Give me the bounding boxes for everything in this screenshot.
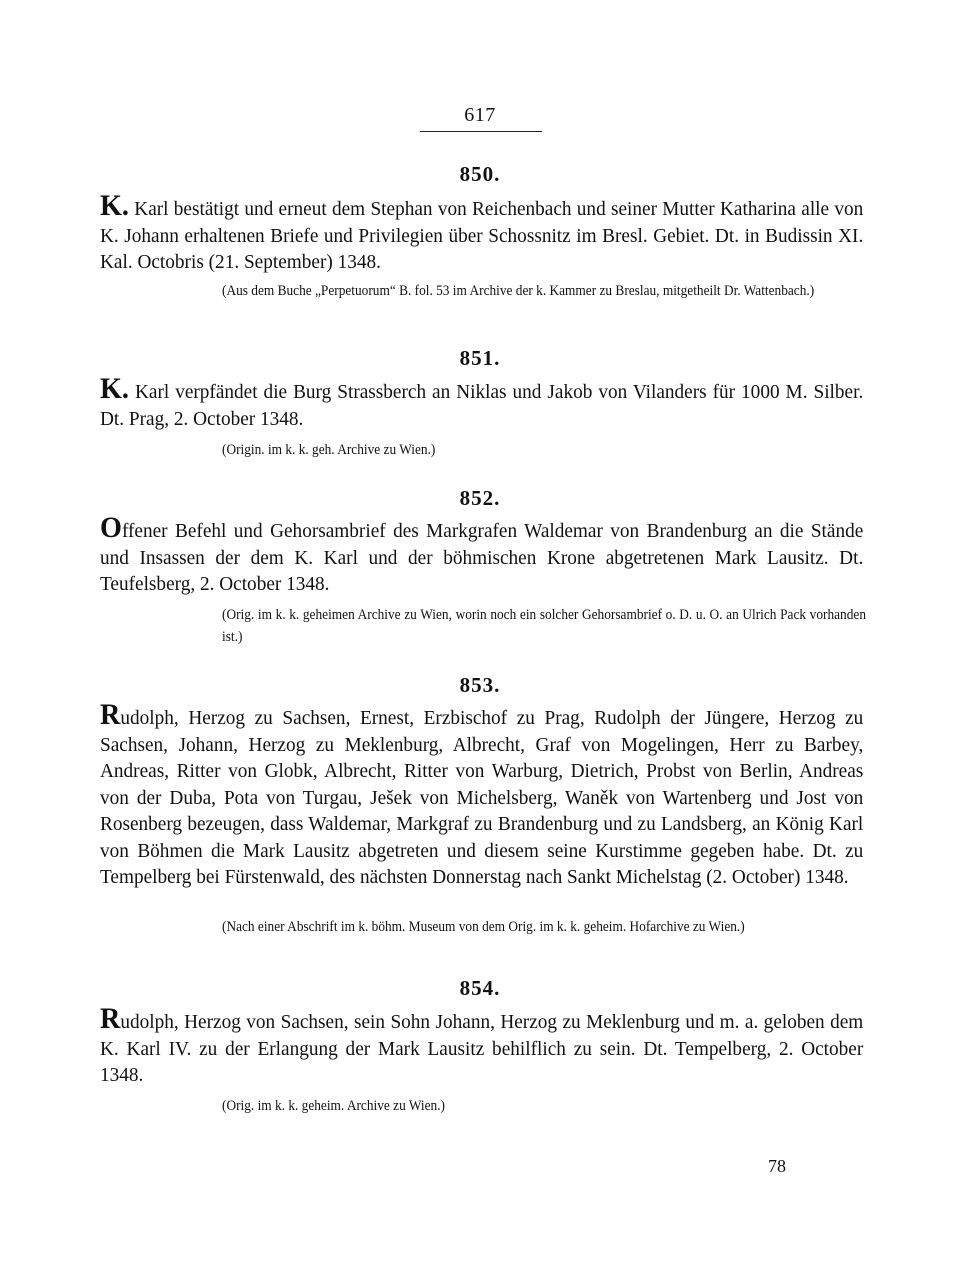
source-note: (Orig. im k. k. geheim. Archive zu Wien.) [222,1098,445,1114]
entry-initial: R [100,1002,121,1035]
entry-number: 852. [459,486,501,510]
entry-body: ffener Befehl und Gehorsambrief des Markgrafen Waldemar von Brandenburg an die Stände und Insassen der dem K. Karl und der böhmischen Krone abgetretenen Mark Lausitz. Dt. Teufelsberg, 2. October 1348. [100,520,864,595]
source-note: (Origin. im k. k. geh. Archive zu Wien.) [222,442,436,458]
entry-number: 854. [459,976,501,1000]
entry-number: 853. [459,673,501,697]
entry-text [100,372,864,432]
entry-body: Karl bestätigt und erneut dem Stephan von Reichenbach und seiner Mutter Katharina alle von K. Johann erhaltenen Briefe und Privilegien über Schossnitz im Bresl. Gebiet. Dt. in Budissin XI. Kal. Octobris (21. September) 1348. [100,198,864,273]
entry-text [100,511,864,598]
entry-initial: K. [100,189,129,222]
entry-initial: O [100,511,122,544]
page-number: 617 [464,104,496,126]
entry-text [100,1002,864,1089]
entry-initial: K. [100,372,129,405]
source-note: (Aus dem Buche „Perpetuorum“ B. fol. 53 im Archive der k. Kammer zu Breslau, mitgetheilt Dr. Wattenbach.) [222,283,815,299]
header-rule [420,131,542,132]
entry-text [100,698,864,891]
entry-text [100,189,864,276]
source-note: (Orig. im k. k. geheimen Archive zu Wien, worin noch ein solcher Gehorsambrief o. D. u. O. an Ulrich Pack vorhanden ist.) [222,607,866,645]
source-note: (Nach einer Abschrift im k. böhm. Museum von dem Orig. im k. k. geheim. Hofarchive zu Wien.) [222,919,745,935]
entry-body: udolph, Herzog zu Sachsen, Ernest, Erzbischof zu Prag, Rudolph der Jüngere, Herzog zu Sachsen, Johann, Herzog zu Meklenburg, Albrecht, Graf von Mogelingen, Herr zu Barbey, Andreas, Ritter von Globk, Albrecht, Ritter von Warburg, Dietrich, Probst von Berlin, Andreas von der Duba, Pota von Turgau, Ješek von Michelsberg, Waněk von Wartenberg und Jost von Rosenberg bezeugen, dass Waldemar, Markgraf zu Brandenburg und zu Landsberg, an König Karl von Böhmen die Mark Lausitz abgetreten und diesem seine Kurstimme gegeben habe. Dt. zu Tempelberg bei Fürstenwald, des nächsten Donnerstag nach Sankt Michelstag (2. October) 1348. [100,707,864,888]
signature-mark: 78 [768,1156,786,1176]
entry-number: 851. [459,346,501,370]
entry-number: 850. [459,162,501,186]
entry-body: udolph, Herzog von Sachsen, sein Sohn Johann, Herzog zu Meklenburg und m. a. geloben dem K. Karl IV. zu der Erlangung der Mark Lausitz behilflich zu sein. Dt. Tempelberg, 2. October 1348. [100,1011,864,1086]
entry-initial: R [100,698,121,731]
entry-body: Karl verpfändet die Burg Strassberch an Niklas und Jakob von Vilanders für 1000 M. Silber. Dt. Prag, 2. October 1348. [100,381,864,430]
